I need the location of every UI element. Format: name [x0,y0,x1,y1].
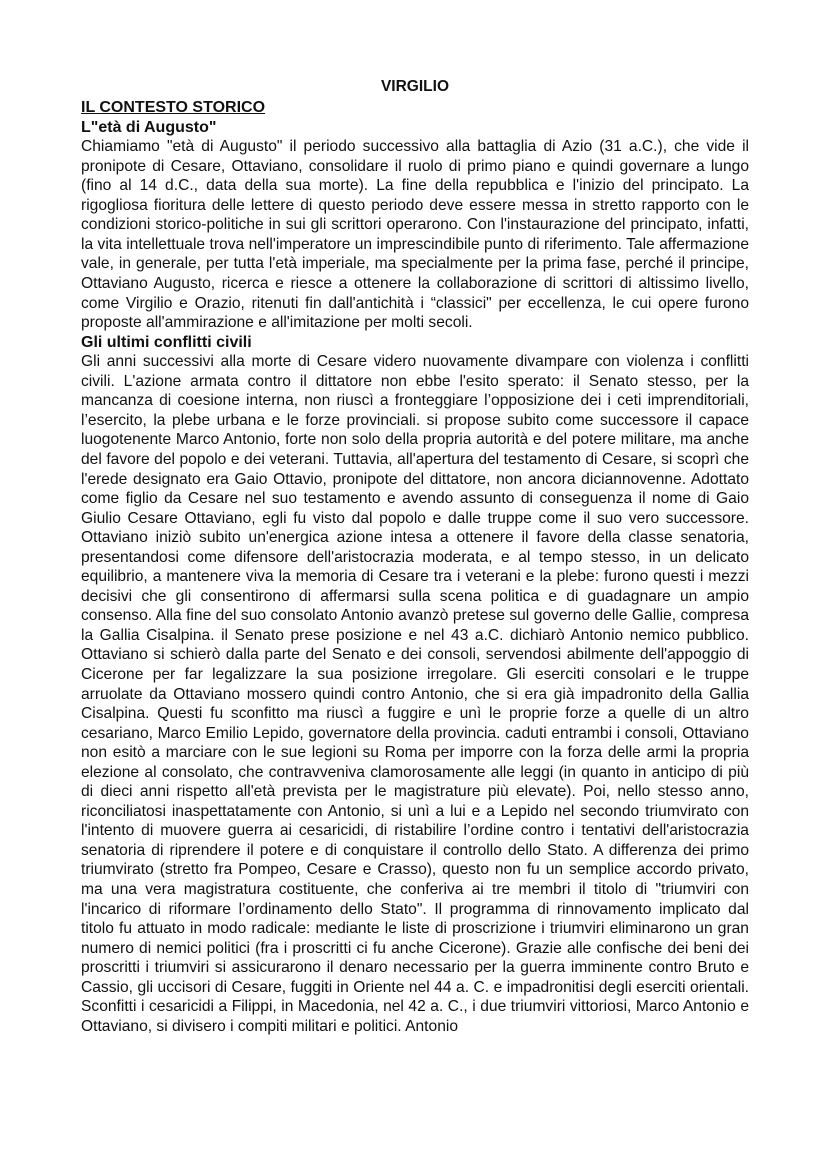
subsection-heading-eta-augusto: L"età di Augusto" [81,118,217,136]
document-page [81,77,749,1036]
subsection-heading-conflitti-civili: Gli ultimi conflitti civili [81,333,252,351]
section-heading: IL CONTESTO STORICO [81,99,266,116]
paragraph-conflitti-civili: Gli anni successivi alla morte di Cesare videro nuovamente divampare con violenza i conflitti civili. L'azione armata contro il dittatore non ebbe l'esito sperato: il Senato stesso, per la mancanza di coesione interna, non riuscì a fronteggiare l’opposizione dei i ceti imprenditoriali, l’esercito, la plebe urbana e le forze provinciali. si propose subito come successore il capace luogotenente Marco Antonio, forte non solo della propria autorità e del potere militare, ma anche del favore del popolo e dei veterani. Tuttavia, all'apertura del testamento di Cesare, si scoprì che l'erede designato era Gaio Ottavio, pronipote del dittatore, non ancora diciannovenne. Adottato come figlio da Cesare nel suo testamento e avendo assunto di conseguenza il nome di Gaio Giulio Cesare Ottaviano, egli fu visto dal popolo e dalle truppe come il suo vero successore. Ottaviano iniziò subito un'energica azione intesa a ottenere il favore della classe senatoria, presentandosi come difensore dell'aristocrazia moderata, e al tempo stesso, in un delicato equilibrio, a mantenere viva la memoria di Cesare tra i veterani e la plebe: furono questi i mezzi decisivi che gli consentirono di affermarsi sulla scena politica e di guadagnare un ampio consenso. Alla fine del suo consolato Antonio avanzò pretese sul governo delle Gallie, compresa la Gallia Cisalpina. il Senato prese posizione e nel 43 a.C. dichiarò Antonio nemico pubblico. Ottaviano si schierò dalla parte del Senato e dei consoli, servendosi abilmente dell'appoggio di Cicerone per far legalizzare la sua posizione irregolare. Gli eserciti consolari e le truppe arruolate da Ottaviano mossero quindi contro Antonio, che si era già impadronito della Gallia Cisalpina. Questi fu sconfitto ma riuscì a fuggire e unì le proprie forze a quelle di un altro cesariano, Marco Emilio Lepido, governatore della provincia. caduti entrambi i consoli, Ottaviano non esitò a marciare con le sue legioni su Roma per imporre con la forza delle armi la propria elezione al consolato, che contravveniva clamorosamente alle leggi (in quanto in anticipo di più di dieci anni rispetto all'età prevista per le magistrature più elevate). Poi, nello stesso anno, riconciliatosi inaspettatamente con Antonio, si unì a lui e a Lepido nel secondo triumvirato con l'intento di muovere guerra ai cesaricidi, di ristabilire l’ordine contro i tentativi dell'aristocrazia senatoria di riprendere il potere e di conquistare il controllo dello Stato. A differenza dei primo triumvirato (stretto fra Pompeo, Cesare e Crasso), questo non fu un semplice accordo privato, ma una vera magistratura costituente, che conferiva ai tre membri il titolo di "triumviri con l'incarico di riformare l’ordinamento dello Stato". Il programma di rinnovamento implicato dal titolo fu attuato in modo radicale: mediante le liste di proscrizione i triumviri eliminarono un gran numero di nemici politici (fra i proscritti ci fu anche Cicerone). Grazie alle confische dei beni dei proscritti i triumviri si assicurarono il denaro necessario per la guerra imminente contro Bruto e Cassio, gli uccisori di Cesare, fuggiti in Oriente nel 44 a. C. e impadronitisi degli eserciti orientali. Sconfitti i cesaricidi a Filippi, in Macedonia, nel 42 a. C., i due triumviri vittoriosi, Marco Antonio e Ottaviano, si divisero i compiti militari e politici. Antonio [81,353,749,1035]
paragraph-eta-augusto: Chiamiamo "età di Augusto" il periodo successivo alla battaglia di Azio (31 a.C.), che vide il pronipote di Cesare, Ottaviano, consolidare il ruolo di primo piano e quindi governare a lungo (fino al 14 d.C., data della sua morte). La fine della repubblica e l'inizio del principato. La rigogliosa fioritura delle lettere di questo periodo deve essere messa in stretto rapporto con le condizioni storico-politiche in sui gli scrittori operarono. Con l'instaurazione del principato, infatti, la vita intellettuale trova nell'imperatore un imprescindibile punto di riferimento. Tale affermazione vale, in generale, per tutta l'età imperiale, ma specialmente per la prima fase, perché il principe, Ottaviano Augusto, ricerca e riesce a ottenere la collaborazione di scrittori di altissimo livello, come Virgilio e Orazio, ritenuti fin dall'antichità i “classici" per eccellenza, le cui opere furono proposte all'ammirazione e all'imitazione per molti secoli. [81,138,749,332]
document-title: VIRGILIO [380,78,450,95]
